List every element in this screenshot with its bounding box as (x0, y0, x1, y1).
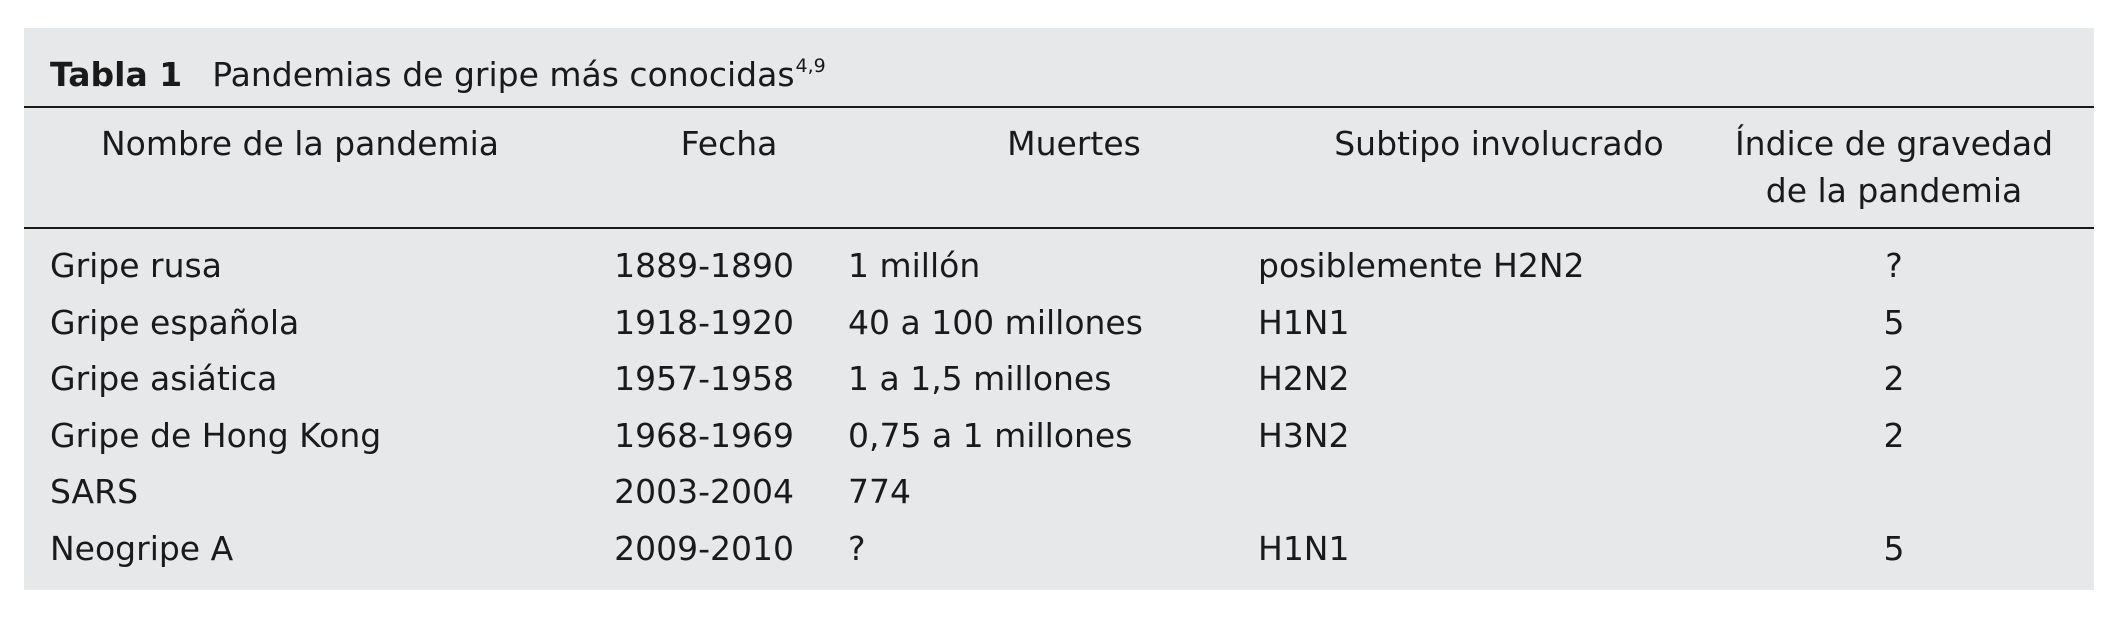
table-label: Tabla 1 (50, 55, 183, 94)
cell-severity: 2 (1883, 415, 1905, 455)
table-row (24, 351, 2094, 408)
cell-name: Neogripe A (50, 528, 234, 568)
table-row (24, 295, 2094, 352)
cell-date: 1968-1969 (614, 415, 794, 455)
cell-deaths: 0,75 a 1 millones (848, 415, 1133, 455)
table-row (24, 464, 2094, 521)
cell-name: Gripe rusa (50, 246, 222, 285)
cell-name: Gripe asiática (50, 359, 278, 399)
header-rule (24, 227, 2094, 229)
cell-name: Gripe de Hong Kong (50, 415, 382, 455)
cell-severity: 2 (1883, 359, 1905, 399)
table-references: 4,9 (795, 55, 826, 77)
cell-subtype: posiblemente H2N2 (1258, 246, 1585, 285)
cell-date: 2003-2004 (614, 472, 794, 512)
table-row (24, 238, 2094, 295)
cell-date: 1889-1890 (614, 246, 794, 285)
cell-deaths: 40 a 100 millones (848, 302, 1143, 342)
cell-date: 2009-2010 (614, 528, 794, 568)
cell-severity: 5 (1883, 528, 1905, 568)
table-panel (24, 28, 2094, 590)
header-severity (1724, 120, 2064, 214)
table-row (24, 408, 2094, 465)
cell-severity: 5 (1883, 302, 1905, 342)
cell-deaths: 1 a 1,5 millones (848, 359, 1112, 399)
cell-deaths: ? (848, 528, 866, 568)
table-caption (50, 50, 826, 100)
cell-deaths: 774 (848, 472, 911, 512)
cell-subtype: H1N1 (1258, 528, 1350, 568)
header-date: Fecha (680, 124, 778, 163)
cell-subtype: H2N2 (1258, 359, 1350, 399)
table-row (24, 521, 2094, 578)
cell-severity: ? (1885, 246, 1903, 285)
header-severity-line2: de la pandemia (1765, 171, 2023, 210)
header-subtype: Subtipo involucrado (1334, 124, 1664, 163)
header-deaths: Muertes (1007, 124, 1141, 163)
header-name: Nombre de la pandemia (100, 124, 500, 163)
table-body (24, 238, 2094, 578)
top-rule (24, 106, 2094, 108)
cell-subtype: H1N1 (1258, 302, 1350, 342)
cell-date: 1918-1920 (614, 302, 794, 342)
cell-deaths: 1 millón (848, 246, 981, 285)
table-title: Pandemias de gripe más conocidas (212, 55, 795, 94)
cell-subtype: H3N2 (1258, 415, 1350, 455)
cell-name: Gripe española (50, 302, 300, 342)
header-severity-line1: Índice de gravedad (1734, 124, 2054, 163)
cell-name: SARS (50, 472, 139, 512)
cell-date: 1957-1958 (614, 359, 794, 399)
